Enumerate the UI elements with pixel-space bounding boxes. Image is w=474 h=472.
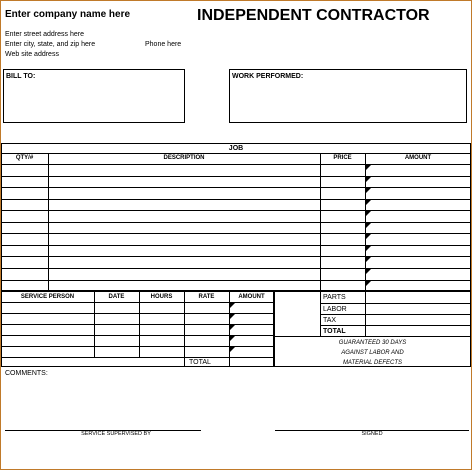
document-title: INDEPENDENT CONTRACTOR bbox=[197, 7, 430, 24]
date-cell[interactable] bbox=[95, 303, 138, 312]
date-header: DATE bbox=[108, 294, 125, 300]
price-header: PRICE bbox=[333, 155, 352, 161]
qty-cell[interactable] bbox=[2, 257, 47, 267]
rate-cell[interactable] bbox=[185, 347, 228, 356]
description-cell[interactable] bbox=[49, 165, 319, 175]
service-person-cell[interactable] bbox=[2, 347, 93, 356]
formula-marker-icon bbox=[366, 188, 371, 193]
formula-marker-icon bbox=[366, 269, 371, 274]
description-cell[interactable] bbox=[49, 257, 319, 267]
service-amount-header: AMOUNT bbox=[238, 294, 265, 300]
formula-marker-icon bbox=[366, 200, 371, 205]
amount-cell[interactable] bbox=[366, 281, 470, 291]
signed-label: SIGNED bbox=[361, 431, 383, 437]
description-cell[interactable] bbox=[49, 223, 319, 233]
guarantee-line-3: MATERIAL DEFECTS bbox=[342, 360, 403, 366]
company-website[interactable]: Web site address bbox=[5, 51, 59, 58]
service-person-header: SERVICE PERSON bbox=[20, 294, 75, 300]
formula-marker-icon bbox=[366, 246, 371, 251]
price-cell[interactable] bbox=[321, 234, 364, 244]
date-cell[interactable] bbox=[95, 336, 138, 345]
qty-cell[interactable] bbox=[2, 246, 47, 256]
description-header: DESCRIPTION bbox=[163, 155, 205, 161]
formula-marker-icon bbox=[366, 177, 371, 182]
company-city-state-zip[interactable]: Enter city, state, and zip here bbox=[5, 41, 96, 48]
rate-cell[interactable] bbox=[185, 336, 228, 345]
price-cell[interactable] bbox=[321, 281, 364, 291]
hours-cell[interactable] bbox=[140, 303, 183, 312]
total-label: TOTAL bbox=[323, 328, 346, 335]
formula-marker-icon bbox=[230, 336, 235, 341]
amount-cell[interactable] bbox=[366, 246, 470, 256]
labor-amount-field[interactable] bbox=[366, 304, 470, 314]
formula-marker-icon bbox=[230, 314, 235, 319]
amount-cell[interactable] bbox=[366, 223, 470, 233]
price-cell[interactable] bbox=[321, 177, 364, 187]
rate-cell[interactable] bbox=[185, 303, 228, 312]
rate-cell[interactable] bbox=[185, 325, 228, 334]
work-performed-label: WORK PERFORMED: bbox=[232, 73, 304, 80]
description-cell[interactable] bbox=[49, 234, 319, 244]
description-cell[interactable] bbox=[49, 200, 319, 210]
description-cell[interactable] bbox=[49, 188, 319, 198]
price-cell[interactable] bbox=[321, 200, 364, 210]
formula-marker-icon bbox=[230, 325, 235, 330]
description-cell[interactable] bbox=[49, 211, 319, 221]
work-performed-box[interactable] bbox=[229, 69, 467, 123]
description-cell[interactable] bbox=[49, 177, 319, 187]
job-section-title: JOB bbox=[228, 145, 244, 152]
formula-marker-icon bbox=[230, 303, 235, 308]
company-street[interactable]: Enter street address here bbox=[5, 31, 84, 38]
amount-cell[interactable] bbox=[366, 165, 470, 175]
qty-cell[interactable] bbox=[2, 234, 47, 244]
amount-cell[interactable] bbox=[366, 257, 470, 267]
qty-cell[interactable] bbox=[2, 211, 47, 221]
guarantee-line-2: AGAINST LABOR AND bbox=[341, 350, 404, 356]
rate-header: RATE bbox=[198, 294, 215, 300]
service-amount-cell[interactable] bbox=[230, 325, 273, 334]
service-amount-cell[interactable] bbox=[230, 303, 273, 312]
qty-cell[interactable] bbox=[2, 188, 47, 198]
price-cell[interactable] bbox=[321, 257, 364, 267]
formula-marker-icon bbox=[366, 234, 371, 239]
amount-cell[interactable] bbox=[366, 269, 470, 279]
formula-marker-icon bbox=[366, 257, 371, 262]
hours-cell[interactable] bbox=[140, 325, 183, 334]
company-name[interactable]: Enter company name here bbox=[5, 9, 131, 20]
price-cell[interactable] bbox=[321, 188, 364, 198]
summary-divider bbox=[274, 336, 471, 337]
price-cell[interactable] bbox=[321, 165, 364, 175]
service-amount-cell[interactable] bbox=[230, 314, 273, 323]
service-amount-cell[interactable] bbox=[230, 347, 273, 356]
bill-to-box[interactable] bbox=[3, 69, 185, 123]
qty-cell[interactable] bbox=[2, 200, 47, 210]
supervised-by-label: SERVICE SUPERVISED BY bbox=[81, 431, 151, 437]
qty-header: QTY/# bbox=[15, 155, 34, 161]
price-cell[interactable] bbox=[321, 223, 364, 233]
tax-label: TAX bbox=[323, 317, 337, 324]
guarantee-line-1: GUARANTEED 30 DAYS bbox=[338, 340, 407, 346]
amount-cell[interactable] bbox=[366, 234, 470, 244]
labor-label: LABOR bbox=[323, 306, 347, 313]
qty-cell[interactable] bbox=[2, 269, 47, 279]
bill-to-label: BILL TO: bbox=[6, 73, 36, 80]
price-cell[interactable] bbox=[321, 211, 364, 221]
comments-label: COMMENTS: bbox=[5, 370, 48, 377]
price-cell[interactable] bbox=[321, 269, 364, 279]
hours-cell[interactable] bbox=[140, 336, 183, 345]
qty-cell[interactable] bbox=[2, 177, 47, 187]
amount-cell[interactable] bbox=[366, 200, 470, 210]
parts-label: PARTS bbox=[323, 294, 346, 301]
tax-amount-field[interactable] bbox=[366, 315, 470, 325]
hours-header: HOURS bbox=[150, 294, 173, 300]
formula-marker-icon bbox=[366, 281, 371, 286]
amount-cell[interactable] bbox=[366, 188, 470, 198]
parts-amount-field[interactable] bbox=[366, 292, 470, 303]
qty-cell[interactable] bbox=[2, 223, 47, 233]
hours-cell[interactable] bbox=[140, 314, 183, 323]
service-person-cell[interactable] bbox=[2, 336, 93, 345]
amount-cell[interactable] bbox=[366, 177, 470, 187]
service-total-label: TOTAL bbox=[189, 359, 211, 366]
qty-cell[interactable] bbox=[2, 281, 47, 291]
date-cell[interactable] bbox=[95, 314, 138, 323]
description-cell[interactable] bbox=[49, 246, 319, 256]
qty-cell[interactable] bbox=[2, 165, 47, 175]
description-cell[interactable] bbox=[49, 269, 319, 279]
service-person-cell[interactable] bbox=[2, 314, 93, 323]
amount-cell[interactable] bbox=[366, 211, 470, 221]
formula-marker-icon bbox=[366, 223, 371, 228]
amount-header: AMOUNT bbox=[404, 155, 432, 161]
description-cell[interactable] bbox=[49, 281, 319, 291]
comments-field[interactable] bbox=[3, 379, 469, 427]
company-phone[interactable]: Phone here bbox=[145, 41, 182, 48]
rate-cell[interactable] bbox=[185, 314, 228, 323]
formula-marker-icon bbox=[230, 347, 235, 352]
date-cell[interactable] bbox=[95, 347, 138, 356]
service-amount-cell[interactable] bbox=[230, 336, 273, 345]
service-total-field[interactable] bbox=[230, 358, 273, 367]
total-amount-field[interactable] bbox=[366, 326, 470, 336]
formula-marker-icon bbox=[366, 165, 371, 170]
hours-cell[interactable] bbox=[140, 347, 183, 356]
price-cell[interactable] bbox=[321, 246, 364, 256]
formula-marker-icon bbox=[366, 211, 371, 216]
service-person-cell[interactable] bbox=[2, 303, 93, 312]
service-person-cell[interactable] bbox=[2, 325, 93, 334]
date-cell[interactable] bbox=[95, 325, 138, 334]
